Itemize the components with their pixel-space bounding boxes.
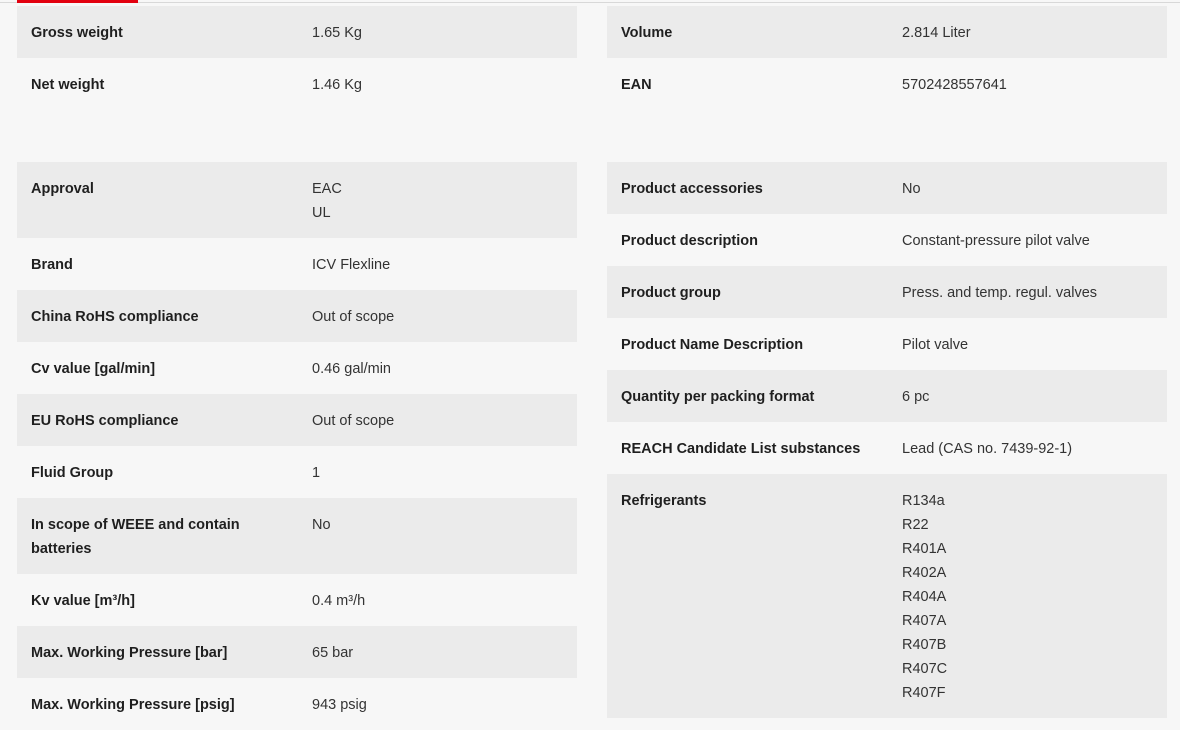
spec-value xyxy=(887,177,1167,201)
spec-row xyxy=(607,422,1167,474)
spec-value-line: R401A xyxy=(902,541,947,557)
spec-label: Max. Working Pressure [psig] xyxy=(31,697,235,713)
spec-value-line: R134a xyxy=(902,493,945,509)
spec-label: Brand xyxy=(31,257,73,273)
spec-value xyxy=(887,229,1167,253)
spec-value xyxy=(297,253,577,277)
spec-value xyxy=(887,385,1167,409)
spec-value xyxy=(887,437,1167,461)
spec-value-line: UL xyxy=(312,205,331,221)
spec-value-line: R407A xyxy=(902,613,947,629)
spec-row xyxy=(607,370,1167,422)
spec-row xyxy=(607,162,1167,214)
spec-value-line: ICV Flexline xyxy=(312,257,391,273)
spec-table-volume xyxy=(607,6,1167,110)
spec-label: Product group xyxy=(621,285,721,301)
spec-row xyxy=(607,58,1167,110)
spec-value xyxy=(887,489,1167,705)
spec-label: Gross weight xyxy=(31,25,123,41)
spec-row xyxy=(17,626,577,678)
spec-row xyxy=(607,474,1167,718)
spec-label: Quantity per packing format xyxy=(621,389,815,405)
spec-row xyxy=(17,394,577,446)
spec-value-line: 6 pc xyxy=(902,389,930,405)
spec-value xyxy=(887,281,1167,305)
spec-value-line: Lead (CAS no. 7439-92-1) xyxy=(902,441,1073,457)
tab-underline xyxy=(0,0,1180,3)
spec-value xyxy=(887,21,1167,45)
spec-row xyxy=(17,58,577,110)
spec-value-line: 0.46 gal/min xyxy=(312,361,391,377)
spec-label: Fluid Group xyxy=(31,465,114,481)
spec-label: Net weight xyxy=(31,77,105,93)
spec-value xyxy=(297,409,577,433)
spec-value xyxy=(297,641,577,665)
spec-label: Cv value [gal/min] xyxy=(31,361,156,377)
spec-label: Product Name Description xyxy=(621,337,804,353)
spec-row xyxy=(17,6,577,58)
spec-value xyxy=(297,461,577,485)
spec-value-line: 65 bar xyxy=(312,645,354,661)
spec-table-details-left xyxy=(17,162,577,730)
spec-label: EAN xyxy=(621,77,652,93)
spec-value xyxy=(887,333,1167,357)
spec-label: Product description xyxy=(621,233,758,249)
spec-value xyxy=(297,513,577,537)
spec-row xyxy=(607,266,1167,318)
spec-row xyxy=(17,290,577,342)
spec-value-line: Constant-pressure pilot valve xyxy=(902,233,1090,249)
spec-label: Kv value [m³/h] xyxy=(31,593,135,609)
spec-value-line: R407F xyxy=(902,685,946,701)
spec-row xyxy=(607,318,1167,370)
spec-row xyxy=(17,342,577,394)
spec-value-line: 1.46 Kg xyxy=(312,77,362,93)
spec-value-line: 0.4 m³/h xyxy=(312,593,366,609)
spec-value-line: Press. and temp. regul. valves xyxy=(902,285,1098,301)
spec-value xyxy=(297,693,577,717)
spec-value-line: 1 xyxy=(312,465,321,481)
spec-value-line: EAC xyxy=(312,181,342,197)
spec-row xyxy=(17,446,577,498)
spec-table-weights xyxy=(17,6,577,110)
spec-value xyxy=(297,589,577,613)
spec-value-line: Out of scope xyxy=(312,309,395,325)
spec-row xyxy=(17,238,577,290)
spec-row xyxy=(17,574,577,626)
spec-value-line: R407C xyxy=(902,661,948,677)
spec-label: REACH Candidate List substances xyxy=(621,441,861,457)
spec-row xyxy=(17,498,577,574)
spec-label: Approval xyxy=(31,181,94,197)
spec-value-line: Out of scope xyxy=(312,413,395,429)
spec-label: Refrigerants xyxy=(621,493,707,509)
spec-value xyxy=(297,305,577,329)
spec-value-line: No xyxy=(902,181,921,197)
spec-value-line: R407B xyxy=(902,637,947,653)
spec-value-line: R402A xyxy=(902,565,947,581)
spec-label: Max. Working Pressure [bar] xyxy=(31,645,228,661)
spec-value-line: 5702428557641 xyxy=(902,77,1007,93)
spec-row xyxy=(17,162,577,238)
spec-value-line: R404A xyxy=(902,589,947,605)
spec-value-line: 1.65 Kg xyxy=(312,25,362,41)
active-tab-indicator xyxy=(17,0,138,3)
spec-label: Volume xyxy=(621,25,673,41)
spec-row xyxy=(17,678,577,730)
spec-value-line: 2.814 Liter xyxy=(902,25,971,41)
spec-value xyxy=(297,177,577,225)
spec-value xyxy=(297,73,577,97)
spec-label: Product accessories xyxy=(621,181,763,197)
spec-value-line: R22 xyxy=(902,517,929,533)
spec-label: EU RoHS compliance xyxy=(31,413,179,429)
spec-label: China RoHS compliance xyxy=(31,309,199,325)
spec-value-line: No xyxy=(312,517,331,533)
spec-value-line: 943 psig xyxy=(312,697,367,713)
spec-value-line: Pilot valve xyxy=(902,337,969,353)
spec-value xyxy=(297,357,577,381)
spec-value xyxy=(887,73,1167,97)
spec-row xyxy=(607,214,1167,266)
spec-label: In scope of WEEE and contain batteries xyxy=(31,517,240,557)
spec-row xyxy=(607,6,1167,58)
spec-value xyxy=(297,21,577,45)
spec-table-details-right xyxy=(607,162,1167,718)
